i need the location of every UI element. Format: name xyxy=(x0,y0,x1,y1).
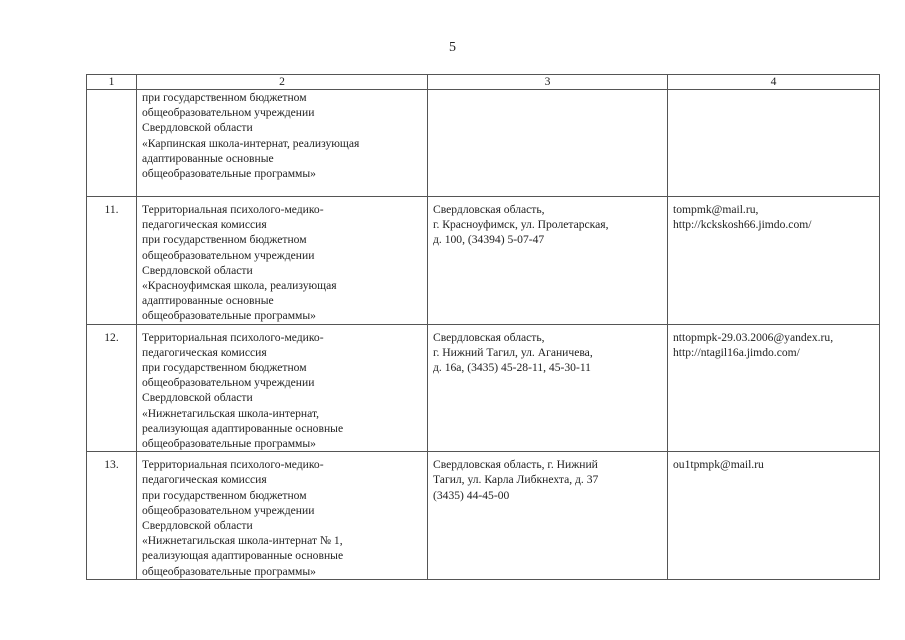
name-line: общеобразовательные программы» xyxy=(142,437,316,451)
contact-cell xyxy=(668,197,880,325)
email-text: tompmk@mail.ru, xyxy=(673,203,759,216)
name-line: педагогическая комиссия xyxy=(142,473,267,487)
name-line: адаптированные основные xyxy=(142,151,274,165)
website-text: http://ntagil16a.jimdo.com/ xyxy=(673,345,800,359)
name-line: Свердловской области xyxy=(142,121,253,135)
address-line: д. 100, (34394) 5-07-47 xyxy=(433,233,545,247)
name-line: Территориальная психолого-медико- xyxy=(142,458,324,472)
name-line: реализующая адаптированные основные xyxy=(142,549,344,563)
email-text: nttopmpk-29.03.2006@yandex.ru, xyxy=(673,330,834,344)
row-number-cell: 11. xyxy=(87,197,137,325)
name-line: общеобразовательном учреждении xyxy=(142,248,315,262)
name-line: общеобразовательном учреждении xyxy=(142,376,315,390)
name-line: реализующая адаптированные основные xyxy=(142,421,344,435)
name-line: «Красноуфимская школа, реализующая xyxy=(142,279,337,293)
table-row xyxy=(87,324,880,452)
name-line: «Нижнетагильская школа-интернат, xyxy=(142,406,320,420)
row-number-cell xyxy=(87,90,137,197)
table-row xyxy=(87,197,880,325)
address-cell xyxy=(428,324,668,452)
page-number: 5 xyxy=(449,40,456,55)
institution-name-cell xyxy=(137,90,428,197)
name-line: общеобразовательном учреждении xyxy=(142,503,315,517)
row-number-cell: 13. xyxy=(87,452,137,580)
address-line: г. Нижний Тагил, ул. Аганичева, xyxy=(433,345,593,359)
name-line: при государственном бюджетном xyxy=(142,91,307,104)
address-cell xyxy=(428,197,668,325)
table-header-row xyxy=(87,75,880,90)
institution-name-cell xyxy=(137,197,428,325)
name-line: педагогическая комиссия xyxy=(142,345,267,359)
address-line: (3435) 44-45-00 xyxy=(433,488,510,502)
address-line: Свердловская область, г. Нижний xyxy=(433,458,598,472)
column-header: 4 xyxy=(668,75,880,90)
website-text: http://kckskosh66.jimdo.com/ xyxy=(673,218,812,232)
column-header: 3 xyxy=(428,75,668,90)
name-line: Территориальная психолого-медико- xyxy=(142,203,324,216)
row-number-cell: 12. xyxy=(87,324,137,452)
contact-cell xyxy=(668,90,880,197)
name-line: «Нижнетагильская школа-интернат № 1, xyxy=(142,534,343,548)
column-header: 1 xyxy=(87,75,137,90)
institutions-table xyxy=(86,74,880,580)
address-line: Свердловская область, xyxy=(433,203,545,216)
name-line: при государственном бюджетном xyxy=(142,233,307,247)
name-line: общеобразовательном учреждении xyxy=(142,106,315,120)
address-cell xyxy=(428,90,668,197)
name-line: педагогическая комиссия xyxy=(142,218,267,232)
institution-name-cell xyxy=(137,452,428,580)
name-line: общеобразовательные программы» xyxy=(142,564,316,578)
table-row xyxy=(87,90,880,197)
email-text: ou1tpmpk@mail.ru xyxy=(673,458,764,472)
name-line: при государственном бюджетном xyxy=(142,361,307,375)
address-line: Тагил, ул. Карла Либкнехта, д. 37 xyxy=(433,473,599,487)
address-cell xyxy=(428,452,668,580)
address-line: Свердловская область, xyxy=(433,330,545,344)
institution-name-cell xyxy=(137,324,428,452)
name-line: Свердловской области xyxy=(142,519,253,533)
column-header: 2 xyxy=(137,75,428,90)
name-line: общеобразовательные программы» xyxy=(142,309,316,323)
name-line: при государственном бюджетном xyxy=(142,488,307,502)
name-line: Свердловской области xyxy=(142,391,253,405)
name-line: адаптированные основные xyxy=(142,294,274,308)
name-line: общеобразовательные программы» xyxy=(142,167,316,181)
table-row xyxy=(87,452,880,580)
contact-cell xyxy=(668,452,880,580)
address-line: д. 16а, (3435) 45-28-11, 45-30-11 xyxy=(433,361,591,375)
address-line: г. Красноуфимск, ул. Пролетарская, xyxy=(433,218,609,232)
name-line: Свердловской области xyxy=(142,263,253,277)
name-line: Территориальная психолого-медико- xyxy=(142,330,324,344)
name-line: «Карпинская школа-интернат, реализующая xyxy=(142,136,360,150)
contact-cell xyxy=(668,324,880,452)
